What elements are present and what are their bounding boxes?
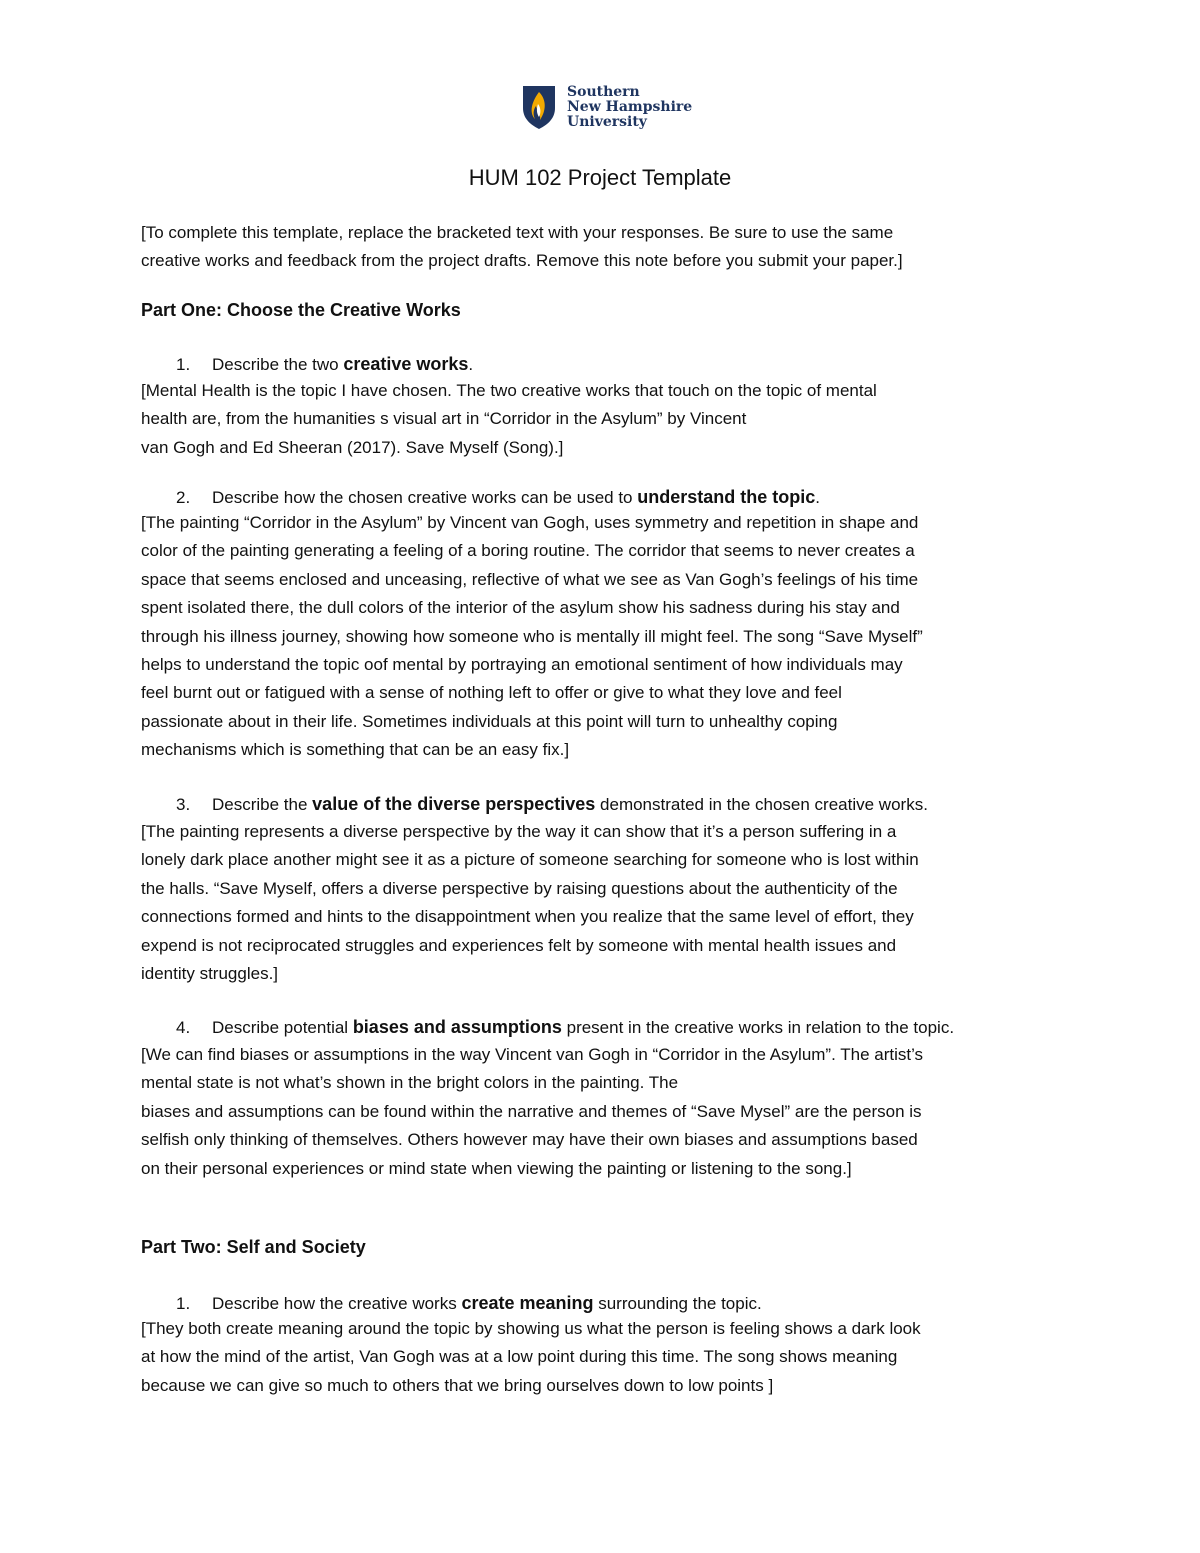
- answer-line: mental state is not what’s shown in the bright colors in the painting. The: [141, 1073, 679, 1093]
- answer-line: the halls. “Save Myself, offers a diverse perspective by raising questions about the authenticity of the: [141, 878, 898, 898]
- answer-line: health are, from the humanities s visual art in “Corridor in the Asylum” by Vincent: [141, 409, 747, 429]
- part-one-heading: Part One: Choose the Creative Works: [141, 300, 461, 320]
- part-two-answer-1: [141, 1315, 1071, 1400]
- answer-1: [141, 377, 1071, 462]
- answer-line: helps to understand the topic oof mental by portraying an emotional sentiment of how individuals may: [141, 655, 903, 675]
- answer-line: feel burnt out or fatigued with a sense of nothing left to offer or give to what they love and feel: [141, 683, 842, 703]
- answer-line: [The painting represents a diverse perspective by the way it can show that it’s a person suffering in a: [141, 822, 897, 841]
- answer-line: identity struggles.]: [141, 964, 279, 984]
- answer-line: van Gogh and Ed Sheeran (2017). Save Myself (Song).]: [141, 437, 564, 457]
- answer-line: spent isolated there, the dull colors of the interior of the asylum show his sadness during his stay and: [141, 598, 900, 618]
- university-logo: [521, 84, 692, 130]
- document-title: HUM 102 Project Template: [468, 165, 732, 190]
- answer-line: color of the painting generating a feeling of a boring routine. The corridor that seems to never creates a: [141, 541, 915, 561]
- answer-line: [Mental Health is the topic I have chosen. The two creative works that touch on the topic of mental: [141, 381, 877, 400]
- question-keyword: biases and assumptions: [352, 1017, 562, 1037]
- answer-line: because we can give so much to others that we bring ourselves down to low points ]: [141, 1375, 774, 1395]
- question-keyword: create meaning: [461, 1293, 594, 1313]
- question-2: 2. Describe how the chosen creative works can be used to understand the topic.: [176, 483, 820, 512]
- question-keyword: value of the diverse perspectives: [312, 794, 596, 814]
- answer-line: [The painting “Corridor in the Asylum” by Vincent van Gogh, uses symmetry and repetition in shape and: [141, 513, 919, 532]
- answer-line: expend is not reciprocated struggles and experiences felt by someone with mental health issues and: [141, 935, 897, 955]
- question-number: 1.: [176, 1294, 191, 1313]
- answer-line: selfish only thinking of themselves. Others however may have their own biases and assumptions based: [141, 1130, 918, 1150]
- answer-line: biases and assumptions can be found within the narrative and themes of “Save Mysel” are the person is: [141, 1101, 922, 1121]
- question-keyword: understand the topic: [637, 487, 816, 507]
- shield-flame-icon: [521, 84, 557, 130]
- logo-line-3: University: [567, 113, 647, 130]
- answer-line: mechanisms which is something that can be an easy fix.]: [141, 740, 570, 760]
- answer-3: [141, 818, 1071, 988]
- part-two-question-1: 1. Describe how the creative works create meaning surrounding the topic.: [176, 1289, 762, 1318]
- answer-line: [They both create meaning around the topic by showing us what the person is feeling shows a dark look: [141, 1319, 921, 1338]
- question-number: 2.: [176, 488, 191, 507]
- answer-line: at how the mind of the artist, Van Gogh was at a low point during this time. The song shows meaning: [141, 1347, 898, 1367]
- part-two-heading: Part Two: Self and Society: [141, 1237, 366, 1257]
- logo-line-2: New Hampshire: [567, 98, 693, 115]
- answer-line: space that seems enclosed and unceasing, reflective of what we see as Van Gogh’s feelings of his time: [141, 569, 919, 589]
- question-1: 1. Describe the two creative works.: [176, 350, 473, 379]
- question-keyword: creative works: [343, 354, 469, 374]
- intro-line: [To complete this template, replace the bracketed text with your responses. Be sure to use the same: [141, 223, 894, 242]
- answer-line: passionate about in their life. Sometimes individuals at this point will turn to unhealthy coping: [141, 711, 838, 731]
- question-number: 4.: [176, 1018, 191, 1037]
- answer-4: [141, 1041, 1071, 1183]
- question-number: 1.: [176, 355, 191, 374]
- intro-note: [141, 219, 1071, 276]
- logo-line-1: Southern: [567, 83, 640, 100]
- intro-line: creative works and feedback from the project drafts. Remove this note before you submit your paper.]: [141, 251, 903, 271]
- answer-line: [We can find biases or assumptions in the way Vincent van Gogh in “Corridor in the Asylum”. The artist’s: [141, 1045, 924, 1064]
- question-4: 4. Describe potential biases and assumptions present in the creative works in relation to the topic.: [176, 1013, 954, 1042]
- answer-line: lonely dark place another might see it as a picture of someone searching for someone who is lost within: [141, 850, 919, 870]
- answer-line: connections formed and hints to the disappointment when you realize that the same level of effort, they: [141, 907, 914, 927]
- answer-2: [141, 509, 1071, 765]
- answer-line: through his illness journey, showing how someone who is mentally ill might feel. The song “Save Myself”: [141, 626, 923, 646]
- question-3: 3. Describe the value of the diverse perspectives demonstrated in the chosen creative works.: [176, 790, 928, 819]
- question-number: 3.: [176, 795, 191, 814]
- logo-wordmark: [567, 85, 692, 130]
- answer-line: on their personal experiences or mind state when viewing the painting or listening to the song.]: [141, 1158, 852, 1178]
